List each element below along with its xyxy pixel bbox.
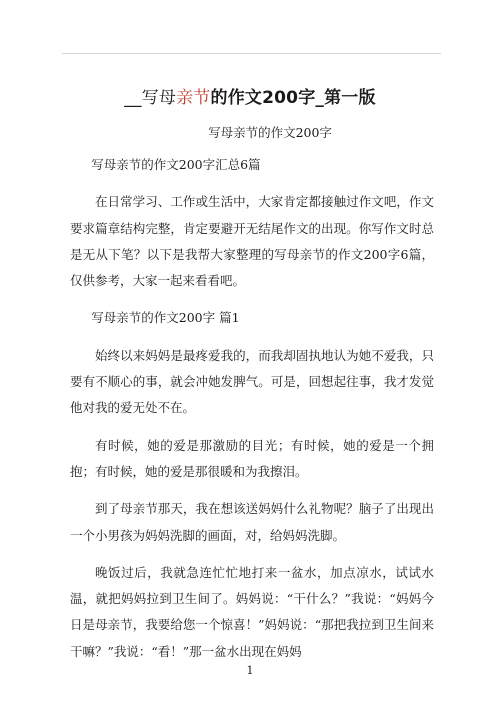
essay-heading: 写母亲节的作文200字 篇1 (91, 310, 240, 326)
document-title (0, 86, 500, 110)
essay-paragraph: 到了母亲节那天，我在想该送妈妈什么礼物呢？脑子了出现出一个小男孩为妈妈洗脚的画面，对，给妈妈洗脚。 (70, 501, 434, 543)
page-number: 1 (246, 664, 254, 677)
essay-paragraph: 始终以来妈妈是最疼爱我的，而我却固执地认为她不爱我，只要有不顺心的事，就会冲她发脾气。可是，回想起往事，我才发觉他对我的爱无处不在。 (70, 347, 434, 416)
title-accent: 亲节 (176, 88, 211, 108)
document-body (70, 152, 434, 676)
title-suffix: 的作文200字_第一版 (210, 88, 376, 108)
header-rule (62, 53, 441, 54)
essay-paragraph: 晚饭过后，我就急连忙忙地打来一盆水，加点凉水，试试水温，就把妈妈拉到卫生间了。妈妈说：“干什么？”我说：“妈妈今日是母亲节，我要给您一个惊喜！”妈妈说：“那把我拉到卫生间来干嘛？”我说：“看！”那一盆水出现在妈妈 (70, 564, 434, 659)
essay-paragraph: 有时候，她的爱是那激励的目光；有时候，她的爱是一个拥抱；有时候，她的爱是那很暖和为我擦泪。 (70, 437, 434, 479)
collection-heading: 写母亲节的作文200字汇总6篇 (91, 157, 261, 172)
title-prefix: __写母 (124, 88, 177, 108)
intro-paragraph: 在日常学习、工作或生活中，大家肯定都接触过作文吧，作文要求篇章结构完整，肯定要避开无结尾作文的出现。你写作文时总是无从下笔？以下是我帮大家整理的写母亲节的作文200字6篇，仅供参考，大家一起来看看吧。 (70, 194, 434, 289)
document-subtitle: 写母亲节的作文200字 (208, 125, 332, 140)
